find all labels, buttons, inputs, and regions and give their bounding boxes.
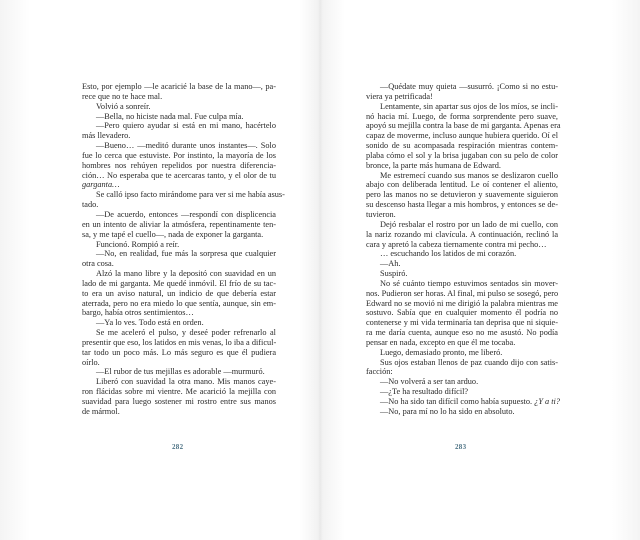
- text-line: … escuchando los latidos de mi corazón.: [380, 249, 517, 259]
- paragraph: [82, 318, 276, 328]
- text-line: presentir que eso, los latidos en mis venas, lo iba a dificul-: [82, 337, 277, 347]
- text-line: su descenso hasta llegar a mis hombros, y entonces se de-: [366, 200, 558, 210]
- text-line: fue lo cerca que estuviste. Por instinto, la mayoría de los: [82, 150, 276, 160]
- paragraph: [366, 387, 558, 397]
- paragraph: [82, 141, 276, 190]
- text-line: [366, 397, 558, 407]
- paragraph: [82, 249, 276, 269]
- text-line: tar todo un poco más. Lo más seguro es que él pudiera: [82, 347, 276, 357]
- text-line: tado.: [82, 200, 99, 210]
- paragraph: [366, 407, 558, 417]
- text-line: No sé cuánto tiempo estuvimos sentados sin mover-: [380, 278, 558, 288]
- paragraph: [366, 101, 561, 171]
- text-line: bronce, la parte más humana de Edward.: [366, 160, 501, 170]
- text-line: lado de mi garganta. Me quedé inmóvil. El frío de su tac-: [82, 278, 276, 288]
- text-line: —Quédate muy quieta —susurró. ¡Como si no estu-: [380, 82, 558, 91]
- paragraph: [366, 348, 558, 358]
- paragraph: [82, 121, 276, 141]
- text-line: Luego, demasiado pronto, me liberó.: [380, 347, 503, 357]
- text-line: Esto, por ejemplo —le acaricié la base de la mano—, pa-: [82, 82, 276, 91]
- text-line: ron flácidas sobre mi vientre. Me acarició la mejilla con: [82, 387, 276, 397]
- paragraph: [366, 377, 558, 387]
- text-segment: —No ha sido tan difícil como había supuesto.: [380, 397, 535, 406]
- paragraph: [82, 367, 276, 377]
- text-line: —No, para mí no lo ha sido en absoluto.: [380, 406, 515, 416]
- text-line: capaz de moverme, incluso aunque hubiera querido. Oí el: [366, 131, 558, 141]
- text-line: Dejó resbalar el rostro por un lado de mi cuello, con: [380, 219, 558, 229]
- text-line: sonido de su acompasada respiración mientras contem-: [366, 141, 558, 151]
- text-line: —No volverá a ser tan arduo.: [380, 377, 479, 387]
- text-line: suavidad para luego sostener mi rostro entre sus manos: [82, 397, 276, 406]
- text-line: abajo con deliberada lentitud. Le oí contener el aliento,: [366, 180, 558, 190]
- paragraph: [82, 82, 276, 102]
- text-line: la nariz rozando mi clavícula. A continuación, reclinó la: [366, 229, 558, 239]
- text-line: rece que no te hace mal.: [82, 91, 163, 101]
- paragraph: [366, 358, 558, 378]
- text-line: [82, 180, 276, 190]
- text-line: —No, en realidad, fue más la sorpresa que cualquier: [96, 249, 276, 259]
- paragraph: [366, 279, 558, 348]
- text-line: en un intento de aliviar la atmósfera, repentinamente ten-: [82, 219, 276, 229]
- text-line: nó hacia mí. Luego, de forma sorprendente pero suave,: [366, 111, 558, 121]
- paragraph: [82, 210, 276, 240]
- paragraph: [366, 269, 558, 279]
- paragraph: [82, 240, 276, 250]
- text-line: oírlo.: [82, 357, 100, 367]
- text-line: Lentamente, sin apartar sus ojos de los míos, se incli-: [380, 101, 558, 111]
- paragraph: [82, 377, 276, 416]
- text-line: Liberó con suavidad la otra mano. Mis manos caye-: [96, 377, 276, 387]
- paragraph: [82, 269, 276, 318]
- right-page-number: 283: [455, 443, 467, 451]
- text-line: Se calló ipso facto mirándome para ver si me había asus-: [96, 190, 285, 200]
- text-line: ción… No esperaba que te acercaras tanto, y el olor de tu: [82, 170, 276, 180]
- paragraph: [82, 328, 276, 367]
- text-line: —El rubor de tus mejillas es adorable —murmuró.: [96, 367, 265, 377]
- text-line: —Ya lo ves. Todo está en orden.: [96, 318, 204, 328]
- text-line: otra cosa.: [82, 259, 114, 269]
- italic-text: ¿Y a ti?: [534, 397, 560, 406]
- paragraph: [366, 397, 558, 407]
- text-line: contenerse y mi vida terminaría tan deprisa que ni siquie-: [366, 318, 558, 328]
- text-line: bargo, había otros sentimientos…: [82, 308, 194, 318]
- paragraph: [82, 190, 285, 210]
- text-line: —¿Te ha resultado difícil?: [380, 387, 469, 397]
- text-line: facción:: [366, 367, 393, 377]
- text-line: Volvió a sonreír.: [96, 101, 151, 111]
- paragraph: [366, 249, 558, 259]
- paragraph: [366, 259, 558, 269]
- italic-text: garganta…: [82, 180, 120, 190]
- text-line: Sus ojos estaban llenos de paz cuando dijo con satis-: [380, 357, 558, 367]
- text-line: ra me daría cuenta, aunque eso no me asustó. No podía: [366, 328, 558, 338]
- text-line: —Bueno… —meditó durante unos instantes—. Solo: [96, 141, 276, 151]
- text-line: Funcionó. Rompió a reír.: [96, 239, 180, 249]
- paragraph: [82, 102, 276, 112]
- left-page-text: [82, 82, 285, 417]
- text-line: hombres nos rehúyen repelidos por nuestra diferencia-: [82, 160, 276, 170]
- text-line: de mármol.: [82, 406, 120, 416]
- text-line: Me estremecí cuando sus manos se deslizaron cuello: [380, 170, 558, 180]
- text-line: cara y apretó la cabeza tiernamente contra mi pecho…: [366, 239, 547, 249]
- text-line: —De acuerdo, entonces —respondí con displicencia: [96, 209, 276, 219]
- text-line: to era un aviso natural, un indicio de que debería estar: [82, 288, 276, 298]
- text-line: Alzó la mano libre y la depositó con suavidad en un: [96, 269, 276, 279]
- text-line: aterrada, pero no era miedo lo que sentía, aunque, sin em-: [82, 298, 276, 308]
- text-line: Suspiró.: [380, 269, 408, 279]
- text-line: apoyó su mejilla contra la base de mi garganta. Apenas era: [366, 121, 561, 131]
- text-line: sostuvo. Sabía que en cualquier momento él podría no: [366, 308, 558, 318]
- text-line: —Ah.: [380, 259, 401, 269]
- text-line: pero las manos no se detuvieron y suavemente siguieron: [366, 190, 558, 200]
- text-line: pensar en nada, excepto en que él me tocaba.: [366, 337, 516, 347]
- paragraph: [82, 112, 276, 122]
- paragraph: [366, 82, 558, 102]
- paragraph: [366, 171, 558, 220]
- text-line: tuvieron.: [366, 209, 396, 219]
- right-page-text: [366, 82, 561, 417]
- text-line: nos. Pudieron ser horas. Al final, mi pulso se sosegó, pero: [366, 288, 559, 298]
- text-line: más llevadero.: [82, 131, 131, 141]
- left-page-number: 282: [172, 443, 184, 451]
- text-line: Se me aceleró el pulso, y deseé poder refrenarlo al: [96, 328, 276, 338]
- text-line: Edward no se movió ni me dirigió la palabra mientras me: [366, 298, 558, 308]
- text-line: plaba cómo el sol y la brisa jugaban con su pelo de color: [366, 150, 558, 160]
- text-line: sa, y me tapé el cuello—, nada de exponer la garganta.: [82, 229, 264, 239]
- text-line: —Bella, no hiciste nada mal. Fue culpa mía.: [96, 111, 244, 121]
- text-line: —Pero quiero ayudar si está en mi mano, hacértelo: [96, 121, 276, 131]
- paragraph: [366, 220, 558, 250]
- text-line: viera ya petrificada!: [366, 91, 433, 101]
